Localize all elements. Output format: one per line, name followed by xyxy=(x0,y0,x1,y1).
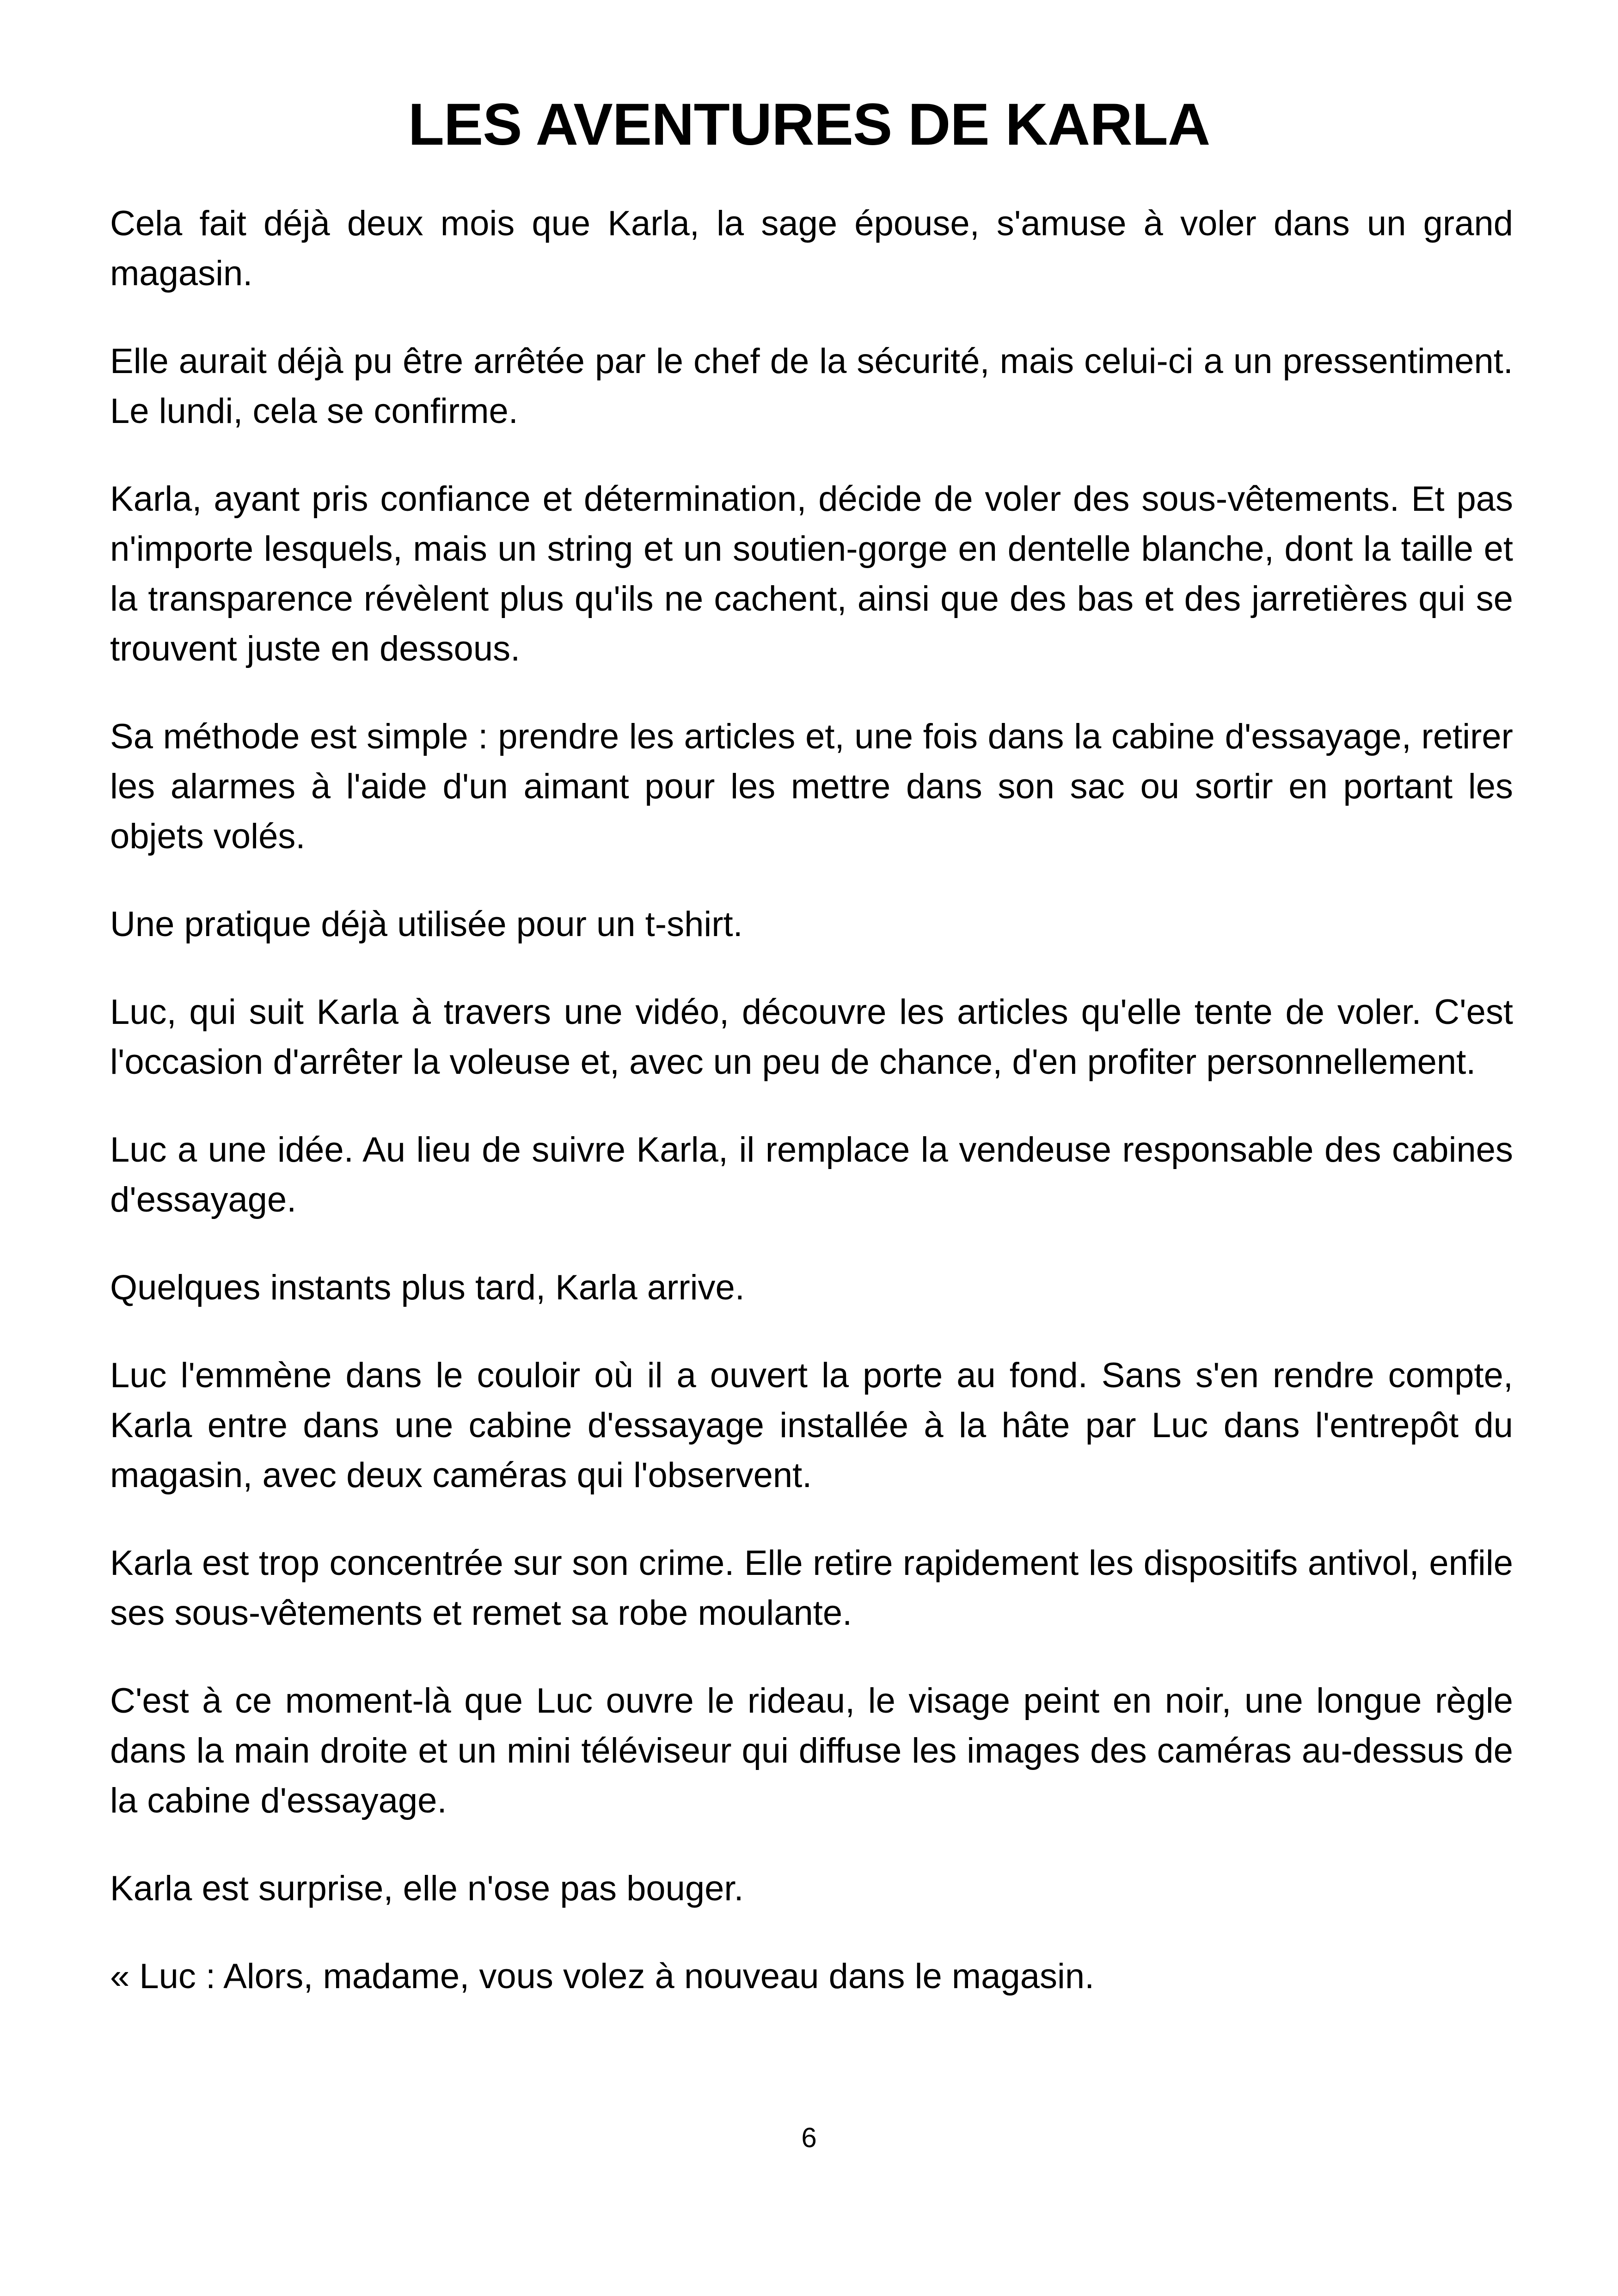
paragraph: Karla est surprise, elle n'ose pas bouger. xyxy=(110,1869,744,1908)
paragraph: Luc a une idée. Au lieu de suivre Karla, il remplace la vendeuse responsable des cabines d'essayage. xyxy=(110,1130,1513,1219)
body-text xyxy=(110,199,1513,2002)
paragraph: Une pratique déjà utilisée pour un t-shirt. xyxy=(110,905,743,944)
paragraph: Luc, qui suit Karla à travers une vidéo, découvre les articles qu'elle tente de voler. C'est l'occasion d'arrêter la voleuse et, avec un peu de chance, d'en profiter personnellement. xyxy=(110,992,1513,1082)
paragraph: Elle aurait déjà pu être arrêtée par le chef de la sécurité, mais celui-ci a un pressentiment. Le lundi, cela se confirme. xyxy=(110,342,1513,431)
paragraph: Karla est trop concentrée sur son crime. Elle retire rapidement les dispositifs antivol, enfile ses sous-vêtements et remet sa robe moulante. xyxy=(110,1543,1513,1633)
paragraph: Sa méthode est simple : prendre les articles et, une fois dans la cabine d'essayage, retirer les alarmes à l'aide d'un aimant pour les mettre dans son sac ou sortir en portant les objets volés. xyxy=(110,717,1513,856)
paragraph: « Luc : Alors, madame, vous volez à nouveau dans le magasin. xyxy=(110,1957,1095,1996)
paragraph: Luc l'emmène dans le couloir où il a ouvert la porte au fond. Sans s'en rendre compte, Karla entre dans une cabine d'essayage installée à la hâte par Luc dans l'entrepôt du magasin, avec deux caméras qui l'observent. xyxy=(110,1356,1513,1495)
paragraph: Karla, ayant pris confiance et détermination, décide de voler des sous-vêtements. Et pas n'importe lesquels, mais un string et un soutien-gorge en dentelle blanche, dont la taille et la transparence révèlent plus qu'ils ne cachent, ainsi que des bas et des jarretières qui se trouvent juste en dessous. xyxy=(110,479,1513,668)
paragraph: Quelques instants plus tard, Karla arrive. xyxy=(110,1268,745,1307)
paragraph: Cela fait déjà deux mois que Karla, la sage épouse, s'amuse à voler dans un grand magasin. xyxy=(110,204,1513,293)
paragraph: C'est à ce moment-là que Luc ouvre le rideau, le visage peint en noir, une longue règle dans la main droite et un mini téléviseur qui diffuse les images des caméras au-dessus de la cabine d'essayage. xyxy=(110,1681,1513,1820)
page-title: LES AVENTURES DE KARLA xyxy=(408,92,1210,158)
page-number: 6 xyxy=(801,2122,817,2153)
